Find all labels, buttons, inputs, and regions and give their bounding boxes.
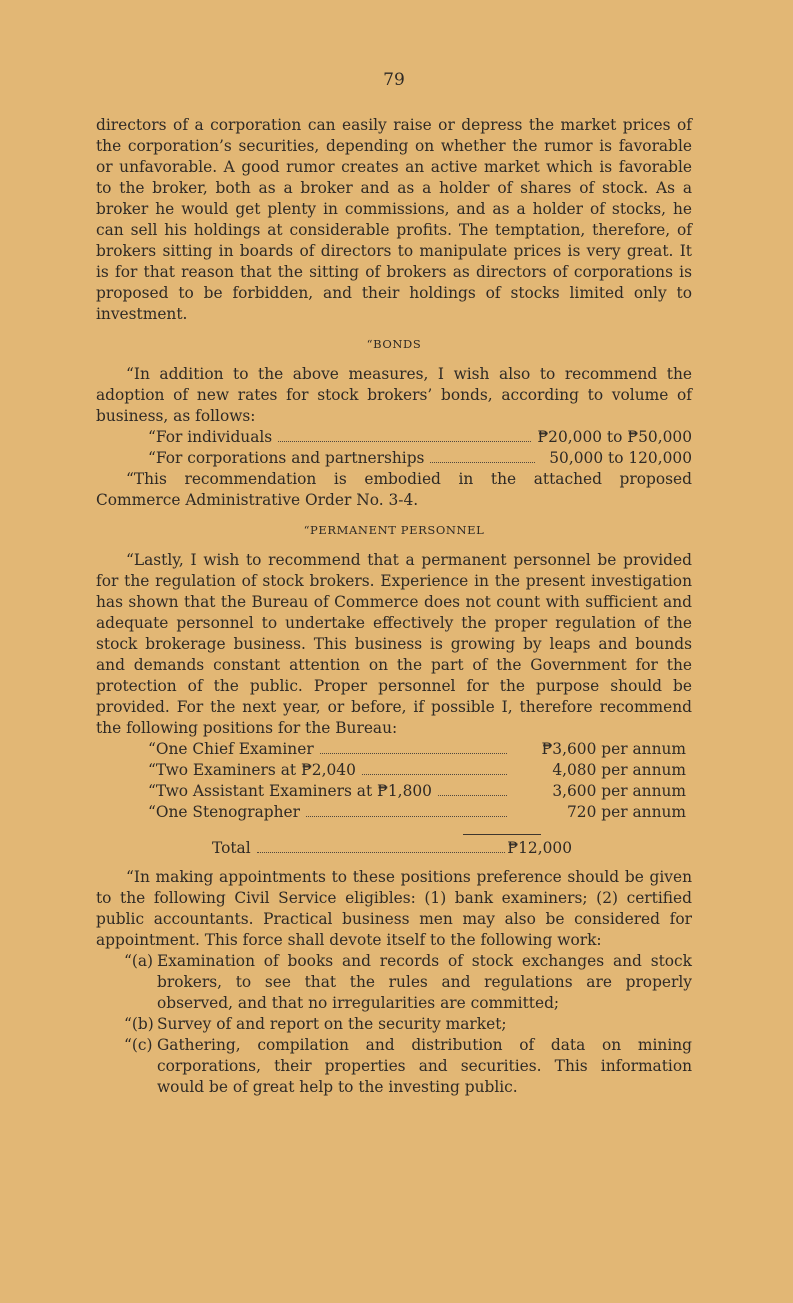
personnel-heading: “PERMANENT PERSONNEL	[303, 523, 485, 537]
position-amount: ₱3,600	[541, 740, 597, 758]
page-number: 79	[383, 70, 405, 90]
bonds-rate-value: 50,000 to 120,000	[549, 449, 692, 467]
dot-leader	[320, 752, 507, 754]
bonds-rates-table	[148, 427, 692, 469]
document-page	[96, 70, 692, 1098]
dot-leader	[306, 815, 507, 817]
position-amount: 3,600	[552, 782, 597, 800]
total-value: ₱12,000	[507, 839, 572, 857]
position-label: “Two Examiners at ₱2,040	[148, 761, 356, 779]
bonds-note-paragraph: “This recommendation is embodied in the attached proposed Commerce Administrative Order No. 3-4.	[96, 470, 692, 509]
total-label: Total	[212, 839, 251, 857]
position-row	[148, 781, 692, 802]
position-row	[148, 760, 692, 781]
position-unit: per annum	[601, 803, 686, 821]
list-item-text: Gathering, compilation and distribution of data on mining corporations, their properties and securities. This information would be of great help to the investing public.	[157, 1036, 692, 1096]
personnel-intro-paragraph: “Lastly, I wish to recommend that a permanent personnel be provided for the regulation of stock brokers. Experience in the present investigation has shown that the Bureau of Commerce does not count with sufficient and adequate personnel to undertake effectively the proper regulation of the stock brokerage business. This business is growing by leaps and bounds and demands constant attention on the part of the Government for the protection of the public. Proper personnel for the purpose should be provided. For the next year, or before, if possible I, therefore recommend the following positions for the Bureau:	[96, 551, 692, 737]
bonds-rate-row	[148, 427, 692, 448]
position-unit: per annum	[601, 740, 686, 758]
list-item-marker: “(c)	[124, 1036, 153, 1054]
list-item	[96, 1035, 692, 1098]
dot-leader	[278, 440, 531, 442]
list-item-text: Examination of books and records of stock exchanges and stock brokers, to see that the rules and regulations are properly observed, and that no irregularities are committed;	[157, 952, 692, 1012]
bonds-rate-label: “For corporations and partnerships	[148, 449, 425, 467]
dot-leader	[438, 794, 507, 796]
list-item-marker: “(b)	[124, 1015, 154, 1033]
position-label: “One Chief Examiner	[148, 740, 314, 758]
position-unit: per annum	[601, 782, 686, 800]
total-rule	[463, 834, 541, 835]
dot-leader	[362, 773, 507, 775]
list-item-text: Survey of and report on the security market;	[157, 1015, 507, 1033]
position-label: “Two Assistant Examiners at ₱1,800	[148, 782, 432, 800]
appointments-paragraph: “In making appointments to these positions preference should be given to the following Civil Service eligibles: (1) bank examiners; (2) certified public accountants. Practical business men may also be considered for appointment. This force shall devote itself to the following work:	[96, 868, 692, 949]
position-label: “One Stenographer	[148, 803, 301, 821]
list-item-marker: “(a)	[124, 952, 154, 970]
dot-leader	[430, 461, 535, 463]
total-row	[212, 838, 572, 859]
bonds-rate-row	[148, 448, 692, 469]
bonds-heading: “BONDS	[366, 337, 422, 351]
bonds-rate-label: “For individuals	[148, 428, 273, 446]
bonds-rate-value: ₱20,000 to ₱50,000	[537, 428, 692, 446]
position-row	[148, 802, 692, 823]
position-unit: per annum	[601, 761, 686, 779]
dot-leader	[257, 851, 506, 853]
work-items-list	[96, 951, 692, 1098]
list-item	[96, 1014, 692, 1035]
list-item	[96, 951, 692, 1014]
intro-paragraph: directors of a corporation can easily raise or depress the market prices of the corporation’s securities, depending on whether the rumor is favorable or unfavorable. A good rumor creates an active market which is favorable to the broker, both as a broker and as a holder of shares of stock. As a broker he would get plenty in commissions, and as a holder of stocks, he can sell his holdings at considerable profits. The temptation, therefore, of brokers sitting in boards of directors to manipulate prices is very great. It is for that reason that the sitting of brokers as directors of corporations is proposed to be forbidden, and their holdings of stocks limited only to investment.	[96, 116, 692, 323]
positions-table	[148, 739, 692, 823]
bonds-intro-paragraph: “In addition to the above measures, I wish also to recommend the adoption of new rates for stock brokers’ bonds, according to volume of business, as follows:	[96, 365, 692, 425]
position-row	[148, 739, 692, 760]
position-amount: 720	[566, 803, 597, 821]
position-amount: 4,080	[552, 761, 597, 779]
